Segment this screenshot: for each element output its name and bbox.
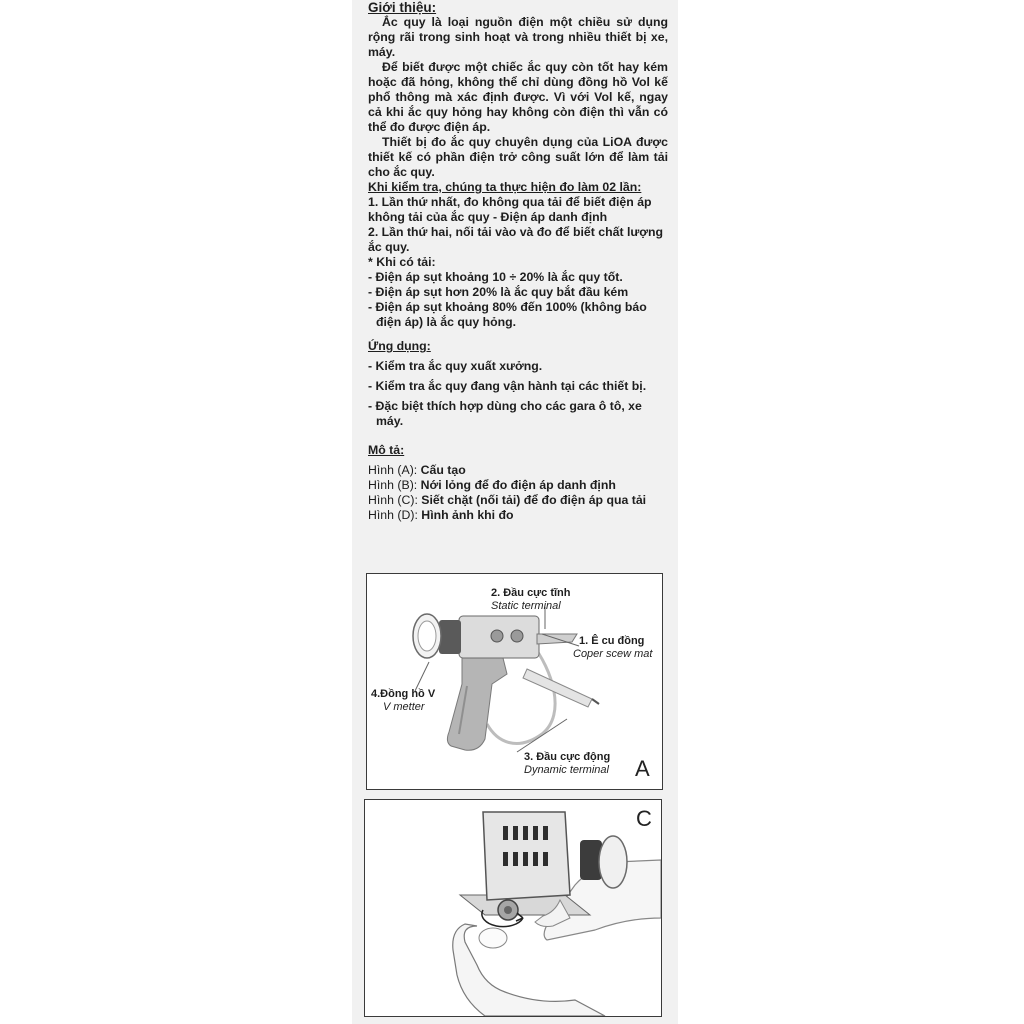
application-title: Ứng dụng: (368, 339, 431, 353)
document-text (368, 0, 668, 523)
description-item: Hình (D): Hình ảnh khi đo (368, 508, 514, 522)
label-v-meter: 4.Đồng hồ V V metter (371, 688, 436, 713)
check-step-1: 1. Lần thứ nhất, đo không qua tải để biết điện áp không tải của ắc quy - Điện áp danh định (368, 195, 652, 224)
description-item: Hình (A): Cấu tạo (368, 463, 466, 477)
figure-c (364, 799, 662, 1017)
intro-paragraph-3: Thiết bị đo ắc quy chuyên dụng của LiOA được thiết kế có phần điện trở công suất lớn để làm tải cho ắc quy. (368, 135, 668, 179)
intro-paragraph-2: Để biết được một chiếc ắc quy còn tốt hay kém hoặc đã hỏng, không thể chỉ dùng đồng hồ Vol kế phổ thông mà xác định được. Vì với Vol kế, ngay cả khi ắc quy hỏng hay không còn điện thì vẫn có thể đo được điện áp. (368, 60, 668, 134)
figure-c-letter: C (636, 806, 652, 831)
figure-a-letter: A (635, 756, 650, 781)
load-heading: * Khi có tải: (368, 255, 436, 269)
intro-paragraph-1: Ắc quy là loại nguồn điện một chiều sử dụng rộng rãi trong sinh hoạt và trong nhiều thiết bị xe, máy. (368, 15, 668, 59)
application-item: - Kiểm tra ắc quy xuất xưởng. (368, 359, 543, 373)
description-item: Hình (C): Siết chặt (nối tải) để đo điện áp qua tải (368, 493, 647, 507)
load-item: - Điện áp sụt hơn 20% là ắc quy bắt đầu kém (368, 285, 629, 299)
description-title: Mô tả: (368, 443, 405, 457)
label-dynamic-terminal: 3. Đầu cực động Dynamic terminal (524, 751, 611, 776)
tightening-illustration (365, 800, 661, 1016)
label-static-terminal: 2. Đầu cực tĩnh Static terminal (491, 587, 571, 612)
description-item: Hình (B): Nới lỏng để đo điện áp danh định (368, 478, 616, 492)
label-copper-screw-mat: 1. Ê cu đồng Coper scew mat (573, 635, 653, 660)
load-item: - Điện áp sụt khoảng 80% đến 100% (không báo điện áp) là ắc quy hỏng. (368, 300, 647, 329)
application-item: - Đặc biệt thích hợp dùng cho các gara ô tô, xe máy. (368, 399, 642, 428)
load-item: - Điện áp sụt khoảng 10 ÷ 20% là ắc quy tốt. (368, 270, 623, 284)
check-step-2: 2. Lần thứ hai, nối tải vào và đo để biết chất lượng ắc quy. (368, 225, 664, 254)
intro-title: Giới thiệu: (368, 0, 437, 15)
check-heading: Khi kiểm tra, chúng ta thực hiện đo làm 02 lần: (368, 180, 642, 194)
application-item: - Kiểm tra ắc quy đang vận hành tại các thiết bị. (368, 379, 647, 393)
figure-a (366, 573, 663, 790)
